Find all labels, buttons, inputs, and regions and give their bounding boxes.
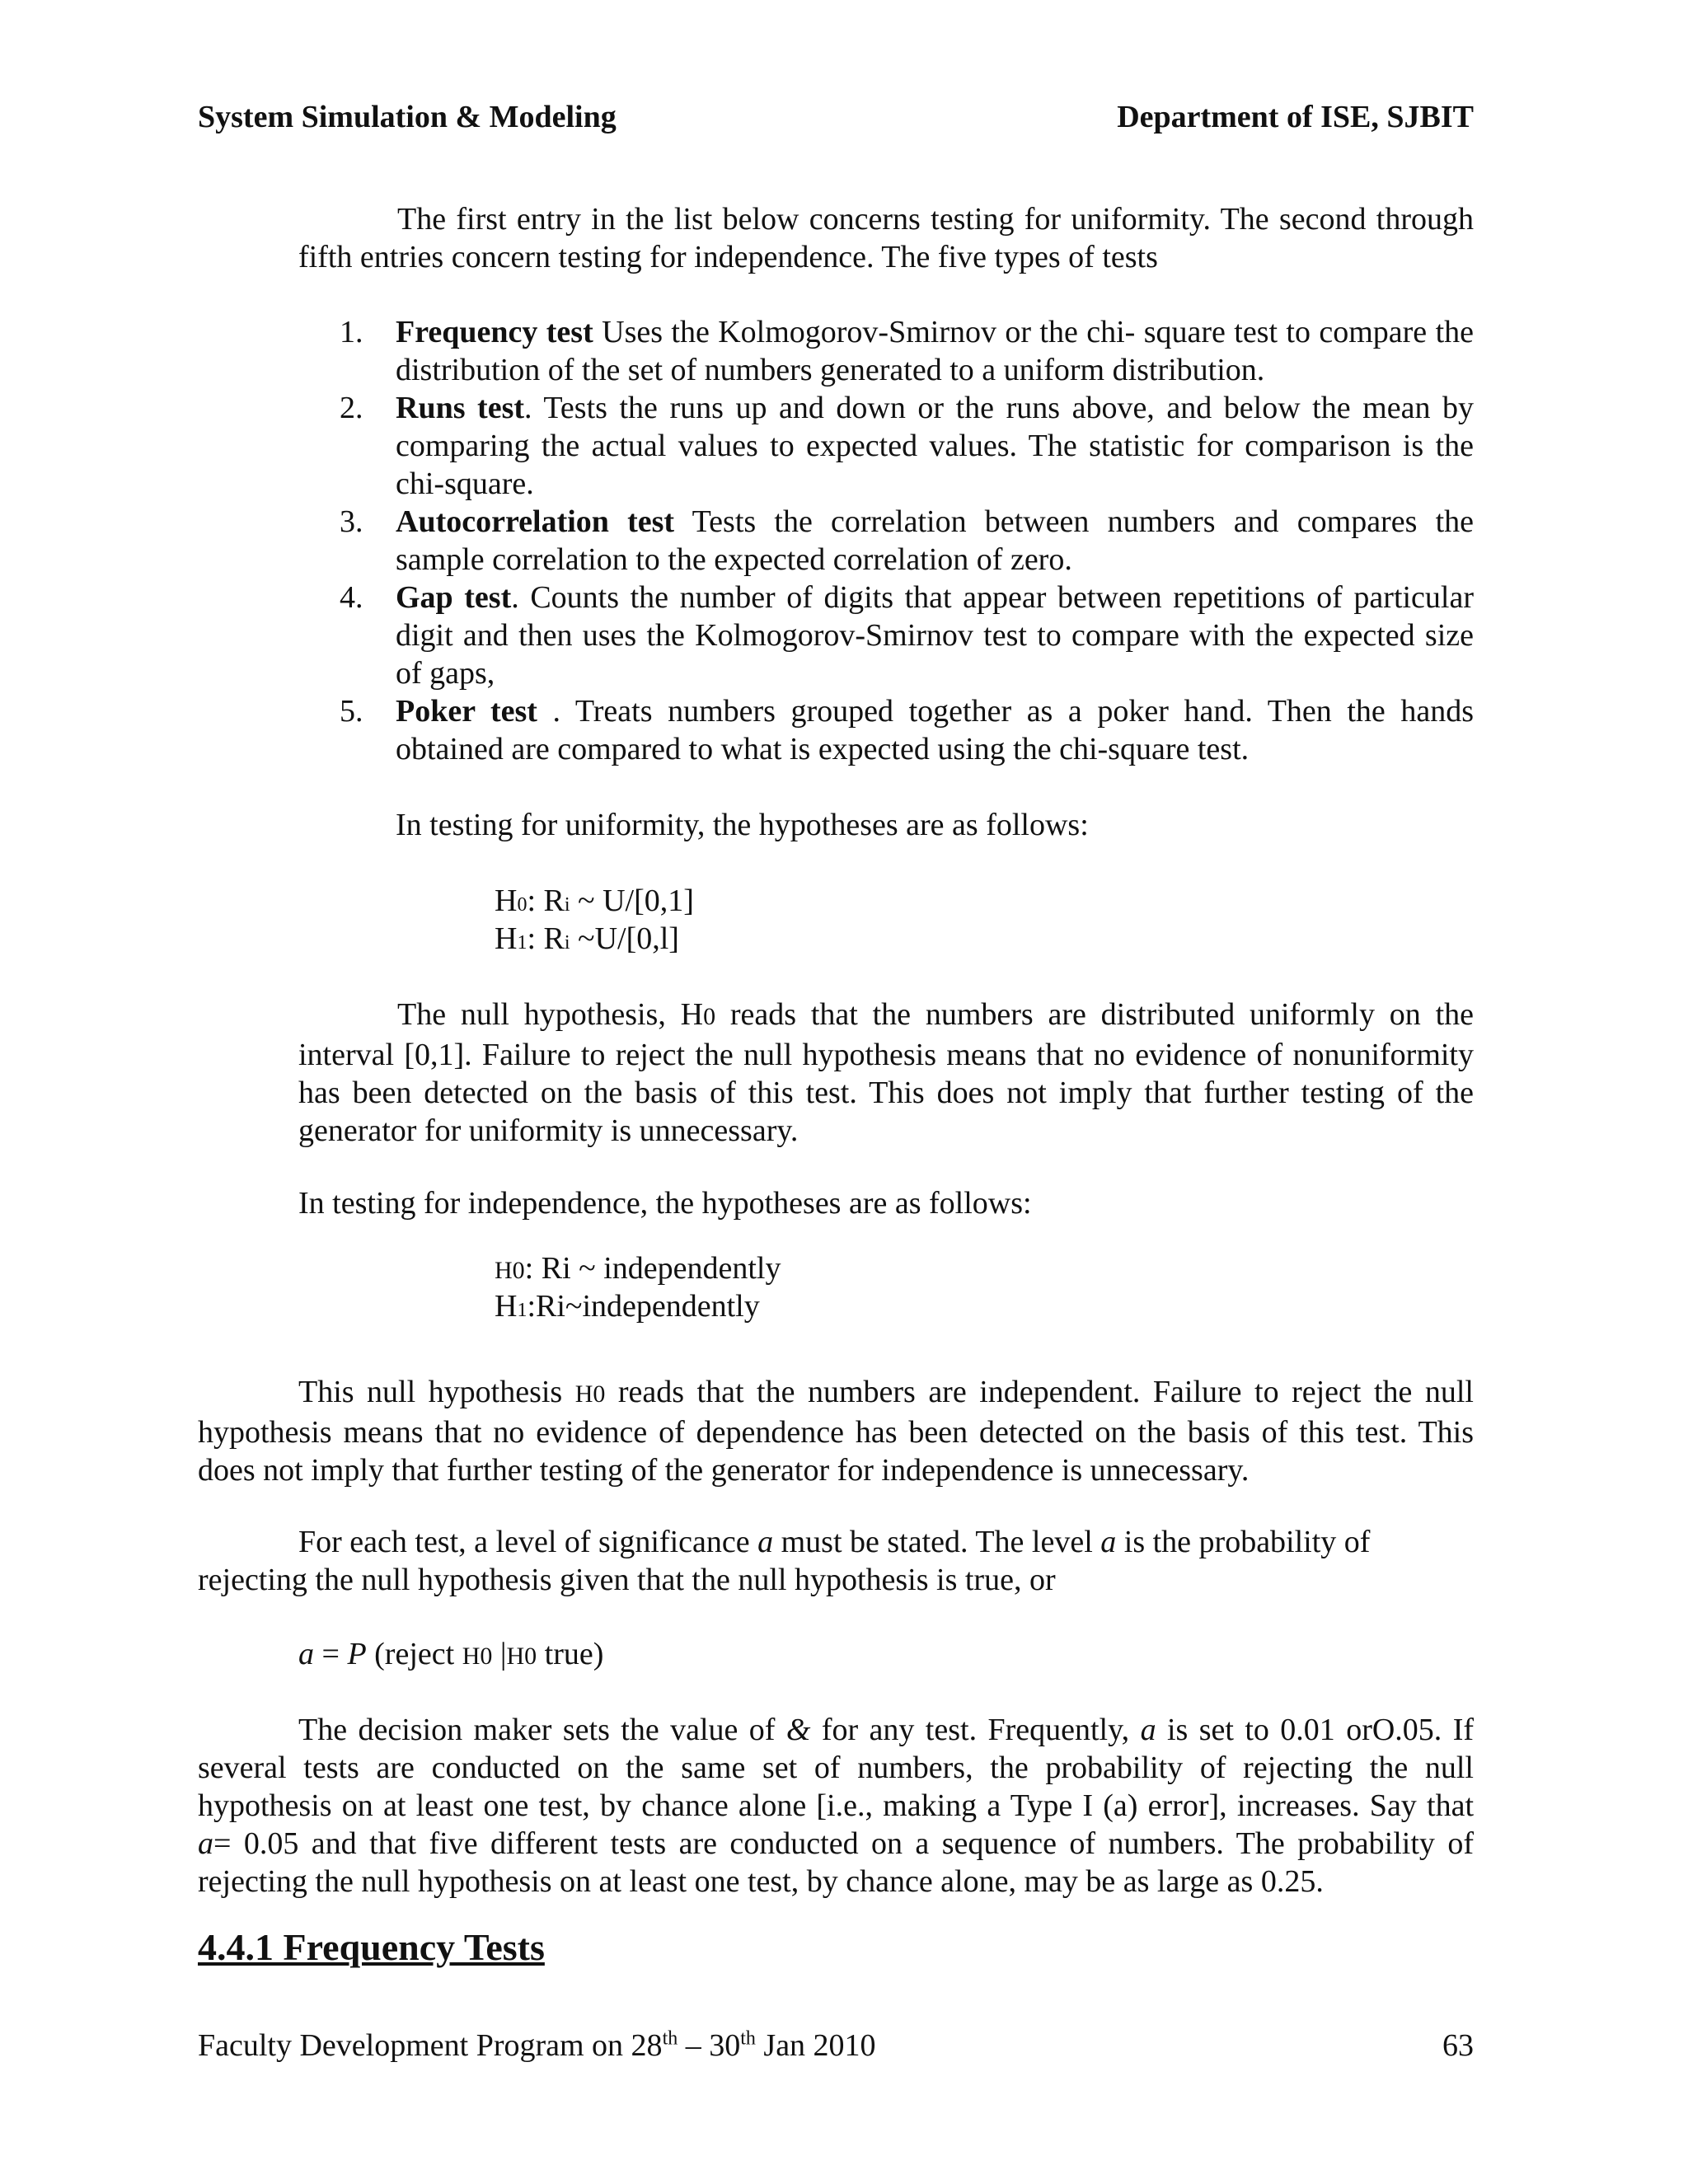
- decision-paragraph: [198, 1711, 1474, 1900]
- hypothesis-label: H0: [574, 1380, 606, 1408]
- list-item-number: 5.: [340, 694, 363, 729]
- list-item-number: 2.: [340, 391, 363, 425]
- hypothesis-label: H0: [462, 1643, 493, 1670]
- list-item-name: Runs test: [396, 391, 525, 425]
- footer-superscript: th: [662, 2027, 678, 2050]
- footer-text: Jan 2010: [755, 2028, 876, 2063]
- alpha-symbol: a: [757, 1525, 774, 1559]
- equation-text: true): [537, 1637, 604, 1671]
- footer-superscript: th: [740, 2027, 756, 2050]
- paragraph-text: For each test, a level of significance: [298, 1525, 758, 1559]
- independence-hypothesis-h0: [495, 1249, 781, 1290]
- hypothesis-subscript: 0: [703, 1003, 716, 1030]
- header-course-title: System Simulation & Modeling: [198, 100, 617, 134]
- paragraph-text: must be stated. The level: [773, 1525, 1101, 1559]
- footer-program: [198, 2027, 876, 2064]
- list-item-description: . Treats numbers grouped together as a poker hand. Then the hands obtained are compared to what is expected using the chi-square test.: [396, 694, 1475, 766]
- paragraph-text: for any test. Frequently,: [810, 1713, 1141, 1747]
- alpha-symbol: a: [298, 1637, 314, 1671]
- paragraph-text: is the probability of rejecting the null hypothesis given that the null hypothesis is true, or: [198, 1525, 1371, 1597]
- section-heading: 4.4.1 Frequency Tests: [198, 1926, 545, 1968]
- list-item-description: . Counts the number of digits that appear between repetitions of particular digit and then uses the Kolmogorov-Smirnov test to compare with the expected size of gaps,: [396, 580, 1475, 691]
- page-footer: [198, 2027, 1474, 2064]
- hypothesis-subscript: 0: [517, 894, 528, 916]
- hypothesis-label: H: [495, 921, 518, 956]
- hypothesis-label: H: [495, 1289, 518, 1324]
- hypothesis-statement: : Ri ~ independently: [524, 1251, 781, 1286]
- paragraph-text: The null hypothesis, H: [397, 997, 704, 1032]
- equation-operator: |: [492, 1637, 507, 1671]
- list-item-name: Frequency test: [396, 315, 593, 349]
- probability-symbol: P: [347, 1637, 367, 1671]
- hypothesis-variable: : R: [527, 921, 565, 956]
- list-item: [340, 579, 1475, 692]
- list-item-name: Poker test: [396, 694, 537, 729]
- significance-equation: [298, 1635, 603, 1675]
- hypothesis-label: H0: [495, 1257, 525, 1284]
- test-types-list: [340, 313, 1475, 768]
- list-item-name: Gap test: [396, 580, 512, 615]
- list-item-number: 3.: [340, 504, 363, 539]
- hypothesis-statement: :Ri~independently: [527, 1289, 760, 1324]
- independence-intro: In testing for independence, the hypotheses are as follows:: [298, 1186, 1032, 1221]
- uniformity-intro: In testing for uniformity, the hypotheses are as follows:: [396, 808, 1089, 842]
- hypothesis-subscript: i: [564, 894, 570, 916]
- alpha-symbol: a: [1140, 1713, 1156, 1747]
- intro-paragraph: The first entry in the list below concerns testing for uniformity. The second through fifth entries concern testing for independence. The five types of tests: [298, 202, 1474, 274]
- list-item: [340, 692, 1475, 768]
- alpha-symbol: a: [1100, 1525, 1117, 1559]
- list-item: [340, 503, 1475, 579]
- independence-hypothesis-h1: [495, 1287, 760, 1329]
- uniformity-hypothesis-h1: [495, 920, 679, 962]
- list-item-name: Autocorrelation test: [396, 504, 675, 539]
- footer-text: – 30: [678, 2028, 741, 2063]
- hypothesis-label: H: [495, 883, 518, 918]
- hypothesis-statement: ~U/[0,l]: [570, 921, 679, 956]
- paragraph-text: reads that the numbers are independent. Failure to reject the null hypothesis means that no evidence of dependence has been detected on the basis of this test. This does not imply that further testing of the generator for independence is unnecessary.: [198, 1375, 1474, 1488]
- list-item-number: 4.: [340, 580, 363, 615]
- header-department: Department of ISE, SJBIT: [1117, 100, 1474, 134]
- hypothesis-subscript: 1: [517, 932, 528, 954]
- list-item-description: Tests the correlation between numbers and compares the sample correlation to the expected correlation of zero.: [396, 504, 1475, 577]
- page-number: 63: [1442, 2028, 1474, 2063]
- hypothesis-label: H0: [506, 1643, 537, 1670]
- list-item-number: 1.: [340, 315, 363, 349]
- hypothesis-subscript: i: [564, 932, 570, 954]
- alpha-symbol: a: [198, 1826, 213, 1861]
- uniformity-hypothesis-h0: [495, 882, 694, 924]
- hypothesis-variable: : R: [527, 883, 565, 918]
- paragraph-text: is set to 0.01 orO.05. If several tests are conducted on the same set of numbers, the probability of rejecting the null hypothesis on at least one test, by chance alone [i.e., making a Type I (a) error], increases. Say that: [198, 1713, 1474, 1823]
- equation-operator: =: [314, 1637, 348, 1671]
- paragraph-text: reads that the numbers are distributed uniformly on the interval [0,1]. Failure to reject the null hypothesis means that no evidence of nonuniformity has been detected on the basis of this test. This does not imply that further testing of the generator for uniformity is unnecessary.: [298, 997, 1474, 1148]
- hypothesis-statement: ~ U/[0,1]: [570, 883, 694, 918]
- hypothesis-subscript: 1: [517, 1300, 528, 1321]
- alpha-symbol: &: [785, 1713, 811, 1747]
- paragraph-text: = 0.05 and that five different tests are conducted on a sequence of numbers. The probability of rejecting the null hypothesis on at least one test, by chance alone, may be as large as 0.25.: [198, 1826, 1474, 1899]
- list-item: [340, 313, 1474, 389]
- paragraph-text: This null hypothesis: [298, 1375, 575, 1409]
- null-independence-paragraph: [198, 1373, 1474, 1489]
- page-header: [198, 99, 1474, 135]
- footer-text: Faculty Development Program on 28: [198, 2028, 663, 2063]
- equation-text: (reject: [366, 1637, 462, 1671]
- list-item-description: . Tests the runs up and down or the runs above, and below the mean by comparing the actual values to expected values. The statistic for comparison is the chi-square.: [396, 391, 1474, 501]
- list-item: [340, 389, 1474, 503]
- significance-paragraph: [198, 1523, 1474, 1599]
- null-uniformity-paragraph: [298, 996, 1474, 1150]
- list-item-description: Uses the Kolmogorov-Smirnov or the chi- square test to compare the distribution of the set of numbers generated to a uniform distribution.: [396, 315, 1474, 387]
- paragraph-text: The decision maker sets the value of: [298, 1713, 786, 1747]
